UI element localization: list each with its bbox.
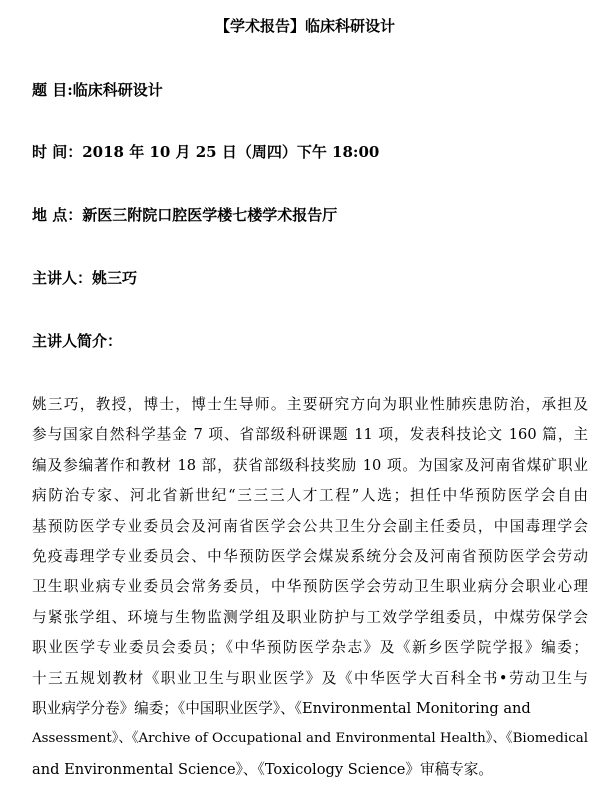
bio-line: 免疫毒理学专业委员会、中华预防医学会煤炭系统分会及河南省预防医学会劳动 <box>32 547 588 565</box>
location-line: 地 点：新医三附院口腔医学楼七楼学术报告厅 <box>32 206 338 224</box>
bio-line: Assessment》、《Archive of Occupational and Environmental Health》、《Biomedical <box>32 731 588 747</box>
bio-line: 病防治专家、河北省新世纪“三三三人才工程”人选；担任中华预防医学会自由 <box>32 487 588 505</box>
bio-line: 与紧张学组、环境与生物监测学组及职业防护与工效学学组委员，中煤劳保学会 <box>32 608 588 626</box>
bio-line: 卫生职业病专业委员会常务委员，中华预防医学会劳动卫生职业病分会职业心理 <box>32 578 588 596</box>
bio-line: and Environmental Science》、《Toxicology Science》审稿专家。 <box>32 760 493 778</box>
bio-line: 十三五规划教材《职业卫生与职业医学》及《中华医学大百科全书•劳动卫生与 <box>32 669 588 687</box>
bio-line: 职业医学专业委员会委员；《中华预防医学杂志》及《新乡医学院学报》编委； <box>32 639 588 657</box>
bio-line: 职业病学分卷》编委；《中国职业医学》、《Environmental Monitoring and <box>32 699 531 717</box>
topic-line: 题 目:临床科研设计 <box>32 81 163 99</box>
time-line: 时 间：2018 年 10 月 25 日（周四）下午 18:00 <box>32 143 380 161</box>
bio-heading: 主讲人简介： <box>32 332 123 350</box>
bio-line: 姚三巧，教授，博士，博士生导师。主要研究方向为职业性肺疾患防治，承担及 <box>32 396 588 413</box>
bio-line: 编及参编著作和教材 18 部，获省部级科技奖励 10 项。为国家及河南省煤矿职业 <box>32 456 588 474</box>
document-title: 【学术报告】临床科研设计 <box>214 17 395 35</box>
bio-line: 参与国家自然科学基金 7 项、省部级科研课题 11 项，发表科技论文 160 篇，主 <box>32 426 588 444</box>
bio-line: 基预防医学专业委员会及河南省医学会公共卫生分会副主任委员，中国毒理学会 <box>32 517 588 535</box>
speaker-line: 主讲人：姚三巧 <box>32 269 138 287</box>
speaker-bio <box>32 390 588 785</box>
